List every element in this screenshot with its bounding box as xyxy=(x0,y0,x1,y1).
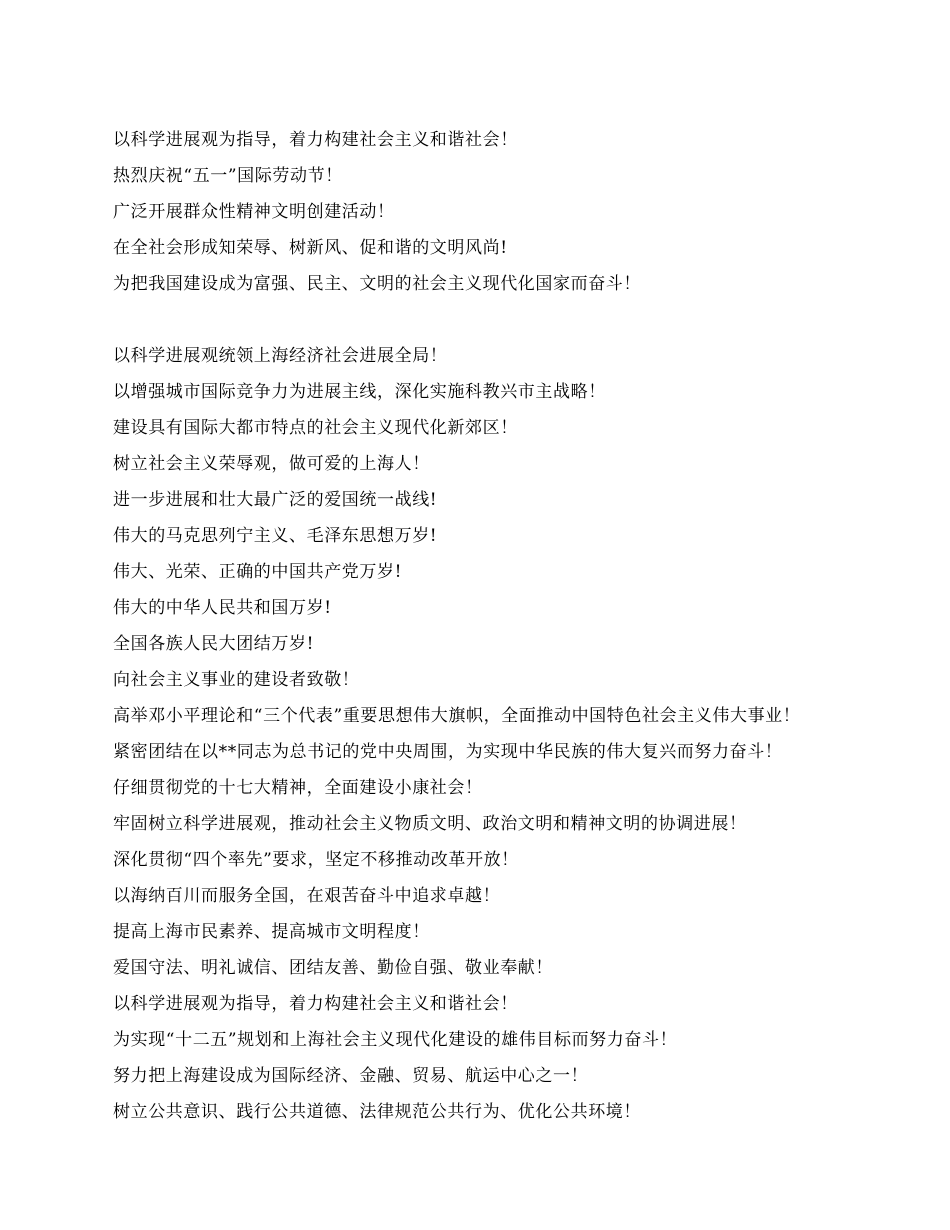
slogan-line: 热烈庆祝“五一”国际劳动节！ xyxy=(113,166,343,186)
slogan-line: 树立公共意识、践行公共道德、法律规范公共行为、优化公共环境！ xyxy=(113,1102,641,1122)
slogan-line: 提高上海市民素养、提高城市文明程度！ xyxy=(113,922,430,942)
slogan-line: 紧密团结在以**同志为总书记的党中央周围，为实现中华民族的伟大复兴而努力奋斗！ xyxy=(113,742,783,762)
slogan-line: 高举邓小平理论和“三个代表”重要思想伟大旗帜，全面推动中国特色社会主义伟大事业！ xyxy=(113,706,801,726)
slogan-line: 在全社会形成知荣辱、树新风、促和谐的文明风尚! xyxy=(113,238,508,258)
slogan-line: 广泛开展群众性精神文明创建活动！ xyxy=(113,202,395,222)
slogan-line: 以海纳百川而服务全国，在艰苦奋斗中追求卓越！ xyxy=(113,886,501,906)
slogan-line: 仔细贯彻党的十七大精神，全面建设小康社会！ xyxy=(113,778,483,798)
slogan-line: 向社会主义事业的建设者致敬！ xyxy=(113,670,360,690)
slogan-line: 牢固树立科学进展观，推动社会主义物质文明、政治文明和精神文明的协调进展！ xyxy=(113,814,747,834)
slogan-line: 爱国守法、明礼诚信、团结友善、勤俭自强、敬业奉献！ xyxy=(113,958,553,978)
slogan-line: 深化贯彻“四个率先”要求，坚定不移推动改革开放！ xyxy=(113,850,519,870)
slogan-line: 伟大的马克思列宁主义、毛泽东思想万岁! xyxy=(113,526,438,546)
slogan-line: 努力把上海建设成为国际经济、金融、贸易、航运中心之一！ xyxy=(113,1066,589,1086)
slogan-line: 伟大、光荣、正确的中国共产党万岁! xyxy=(113,562,403,582)
slogan-line: 以增强城市国际竞争力为进展主线，深化实施科教兴市主战略！ xyxy=(113,382,606,402)
slogan-line: 进一步进展和壮大最广泛的爱国统一战线! xyxy=(113,490,438,510)
slogan-section-2 xyxy=(113,338,913,1130)
slogan-line: 伟大的中华人民共和国万岁! xyxy=(113,598,332,618)
slogan-line: 全国各族人民大团结万岁! xyxy=(113,634,315,654)
slogan-line: 为实现“十二五”规划和上海社会主义现代化建设的雄伟目标而努力奋斗！ xyxy=(113,1030,678,1050)
slogan-line: 为把我国建设成为富强、民主、文明的社会主义现代化国家而奋斗！ xyxy=(113,274,641,294)
slogan-line: 以科学进展观为指导，着力构建社会主义和谐社会！ xyxy=(113,130,518,150)
slogan-section-1 xyxy=(113,122,913,302)
slogan-line: 以科学进展观统领上海经济社会进展全局！ xyxy=(113,346,448,366)
slogan-line: 树立社会主义荣辱观，做可爱的上海人！ xyxy=(113,454,430,474)
slogan-line: 以科学进展观为指导，着力构建社会主义和谐社会！ xyxy=(113,994,518,1014)
slogan-line: 建设具有国际大都市特点的社会主义现代化新郊区！ xyxy=(113,418,518,438)
